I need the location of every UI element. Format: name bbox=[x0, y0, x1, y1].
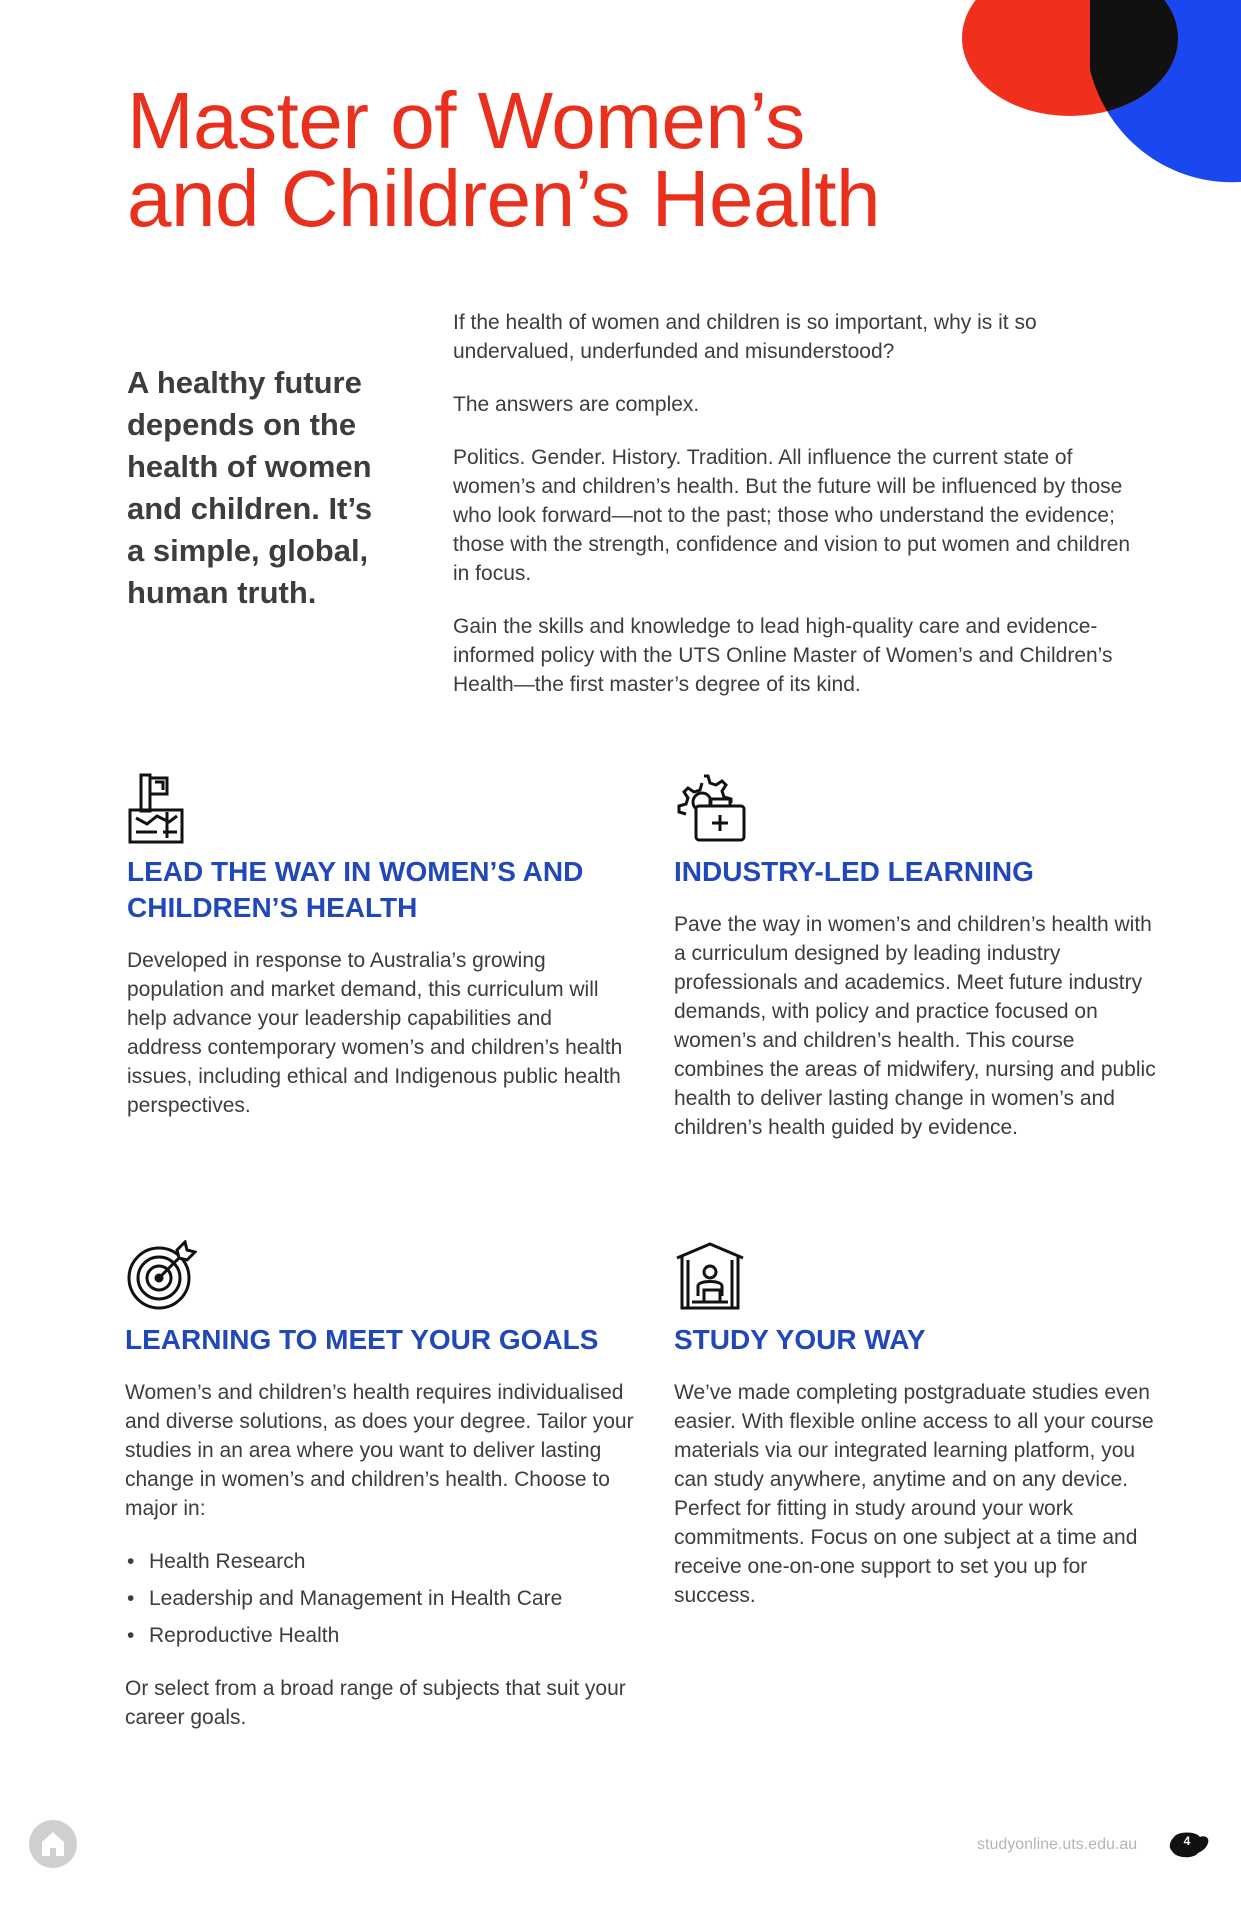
feature-industry-led bbox=[674, 772, 1164, 1142]
intro-paragraph: The answers are complex. bbox=[453, 393, 700, 416]
page-number: 4 bbox=[1183, 1834, 1191, 1848]
gear-medical-kit-icon bbox=[674, 772, 746, 844]
home-study-icon bbox=[674, 1240, 746, 1312]
target-icon bbox=[125, 1240, 197, 1312]
feature-body: Developed in response to Australia’s growing population and market demand, this curriculum will help advance your leadership capabilities and address contemporary women’s and children’s health issues, including ethical and Indigenous public health perspectives. bbox=[127, 949, 623, 1117]
feature-heading: INDUSTRY-LED LEARNING bbox=[674, 856, 1034, 887]
major-item: • Health Research bbox=[125, 1547, 645, 1576]
major-list bbox=[125, 1547, 645, 1650]
home-button[interactable] bbox=[29, 1820, 77, 1868]
feature-heading: STUDY YOUR WAY bbox=[674, 1324, 926, 1355]
intro-paragraph: Gain the skills and knowledge to lead high-quality care and evidence-informed policy with the UTS Online Master of Women’s and Children’s Health—the first master’s degree of its kind. bbox=[453, 615, 1113, 696]
footer-url[interactable]: studyonline.uts.edu.au bbox=[977, 1836, 1138, 1853]
home-icon bbox=[41, 1831, 65, 1857]
page-title bbox=[127, 76, 880, 243]
feature-learning-goals bbox=[125, 1240, 645, 1732]
intro-paragraph: If the health of women and children is so important, why is it so undervalued, underfunded and misunderstood? bbox=[453, 311, 1037, 363]
title-line-2: and Children’s Health bbox=[127, 154, 880, 243]
lead-statement: A healthy future depends on the health of women and children. It’s a simple, global, human truth. bbox=[127, 365, 373, 610]
feature-lead-the-way bbox=[127, 772, 627, 1120]
feature-heading: LEARNING TO MEET YOUR GOALS bbox=[125, 1324, 599, 1355]
leadership-icon bbox=[127, 772, 199, 844]
major-item: • Reproductive Health bbox=[125, 1621, 645, 1650]
feature-body: Women’s and children’s health requires individualised and diverse solutions, as does your degree. Tailor your studies in an area where you want to deliver lasting change in women’s and children’s health. Choose to major in: bbox=[125, 1381, 634, 1520]
feature-study-your-way bbox=[674, 1240, 1164, 1610]
feature-body: Pave the way in women’s and children’s health with a curriculum designed by leading industry professionals and academics. Meet future industry demands, with policy and practice focused on women’s and children’s health. This course combines the areas of midwifery, nursing and public health to deliver lasting change in women’s and children’s health guided by evidence. bbox=[674, 913, 1156, 1139]
feature-heading: LEAD THE WAY IN WOMEN’S AND CHILDREN’S HEALTH bbox=[127, 856, 584, 923]
intro-section bbox=[453, 308, 1143, 723]
intro-paragraph: Politics. Gender. History. Tradition. All influence the current state of women’s and children’s health. But the future will be influenced by those who look forward—not to the past; those who understand the evidence; those with the strength, confidence and vision to put women and children in focus. bbox=[453, 446, 1131, 585]
feature-body: We’ve made completing postgraduate studies even easier. With flexible online access to all your course materials via our integrated learning platform, you can study anywhere, anytime and on any device. Perfect for fitting in study around your work commitments. Focus on one subject at a time and receive one-on-one support to set you up for success. bbox=[674, 1381, 1154, 1607]
title-line-1: Master of Women’s bbox=[127, 76, 805, 165]
major-item: • Leadership and Management in Health Care bbox=[125, 1584, 645, 1613]
feature-closing: Or select from a broad range of subjects that suit your career goals. bbox=[125, 1677, 626, 1729]
